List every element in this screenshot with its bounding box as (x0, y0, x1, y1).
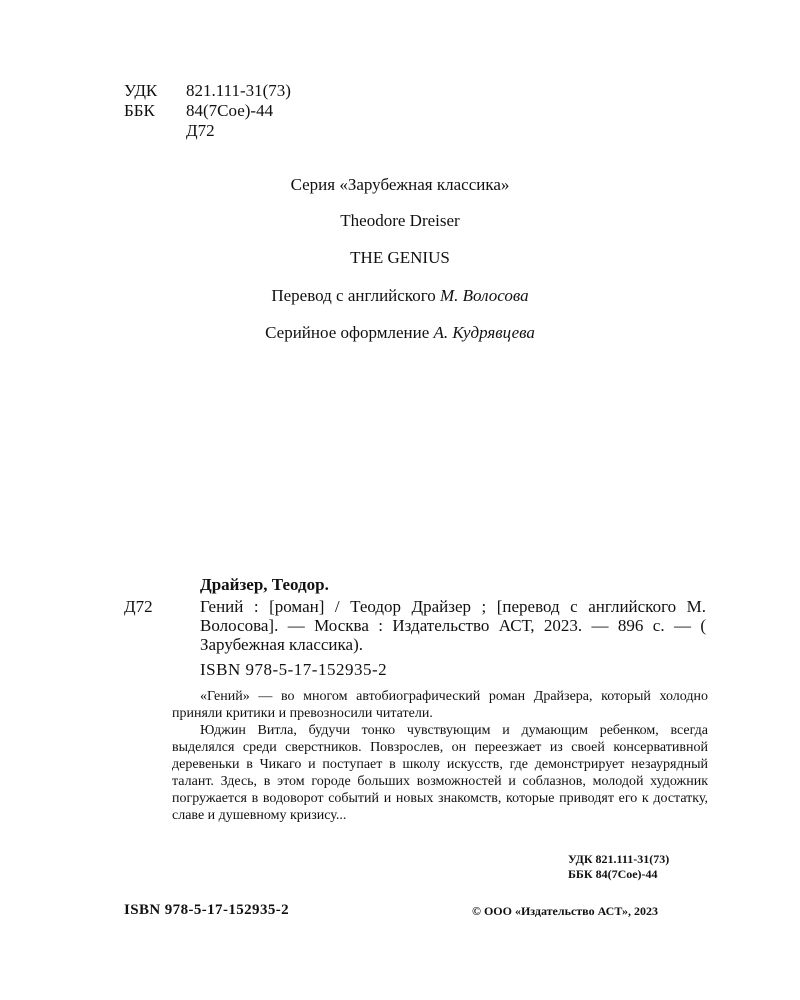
bbk-label: ББК (124, 101, 155, 120)
original-title: THE GENIUS (350, 248, 450, 267)
annotation-paragraph-2: Юджин Витла, будучи тонко чувствующим и думающим ребенком, всегда выделялся среди сверстников. Повзрослев, он переезжает из своей консервативной деревеньки в Чикаго и поступает в школу искусств, где демонстрирует незаурядный талант. Здесь, в этом городе больших возможностей и соблазнов, молодой художник погружается в водоворот событий и новых знакомств, которые приводят его к достатку, славе и душевному кризису... (172, 723, 708, 823)
design-prefix: Серийное оформление (265, 323, 430, 342)
bbk-row (124, 101, 291, 121)
catalog-author-heading: Драйзер, Теодор. (200, 575, 329, 594)
udk-label: УДК (124, 81, 158, 100)
series-line: Серия «Зарубежная классика» (290, 175, 510, 194)
footer-copyright: © ООО «Издательство АСТ», 2023 (472, 904, 659, 918)
author-mark: Д72 (186, 121, 215, 140)
design-credit (0, 323, 800, 343)
footer-codes (568, 852, 669, 882)
annotation-paragraph-1: «Гений» — во многом автобиографический роман Драйзера, который холодно приняли критики и превозносили читатели. (172, 689, 708, 721)
bbk-value: 84(7Сое)-44 (186, 101, 274, 120)
designer-name: А. Кудрявцева (433, 323, 535, 342)
catalog-isbn: ISBN 978-5-17-152935-2 (200, 660, 388, 679)
translation-credit (0, 286, 800, 306)
classification-block (124, 81, 291, 141)
author-mark-row (124, 121, 291, 141)
translation-prefix: Перевод с английского (271, 286, 436, 305)
catalog-code: Д72 (124, 597, 153, 616)
translator-name: М. Волосова (440, 286, 529, 305)
udk-row (124, 81, 291, 101)
catalog-description: Гений : [роман] / Теодор Драйзер ; [перевод с английского М. Волосова]. — Москва : Издательство АСТ, 2023. — 896 с. — ( Зарубежная классика). (200, 597, 706, 654)
footer-bbk: ББК 84(7Сое)-44 (568, 867, 658, 881)
original-author: Theodore Dreiser (340, 211, 460, 230)
footer-isbn: ISBN 978-5-17-152935-2 (124, 902, 290, 918)
udk-value: 821.111-31(73) (186, 81, 291, 100)
footer-udk: УДК 821.111-31(73) (568, 852, 670, 866)
annotation (172, 688, 708, 824)
